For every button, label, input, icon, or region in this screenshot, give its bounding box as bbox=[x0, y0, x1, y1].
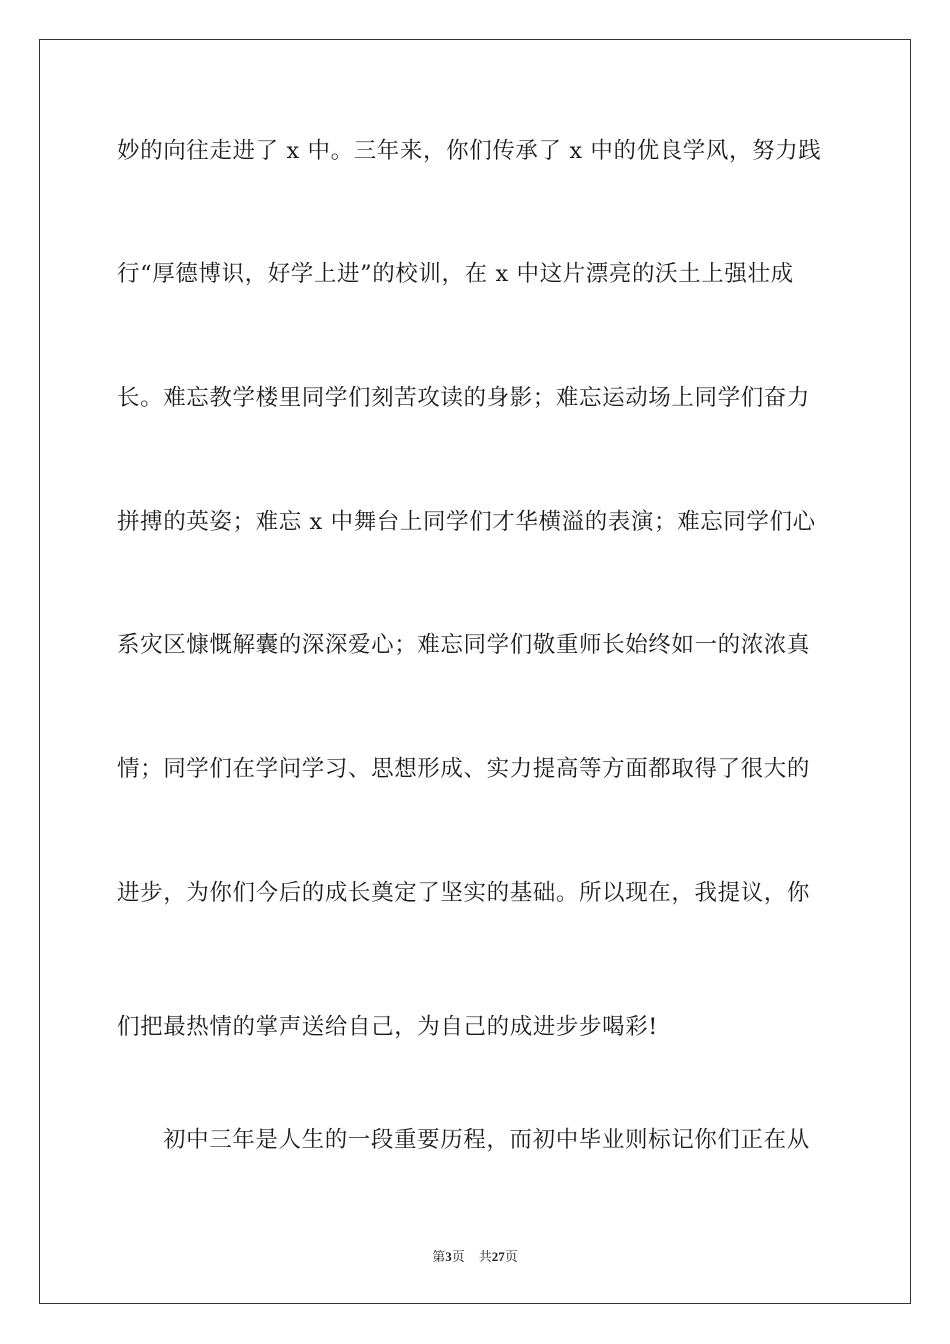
current-page-number: 3 bbox=[445, 1249, 452, 1264]
page-footer bbox=[0, 1248, 950, 1267]
body-text-line: 们把最热情的掌声送给自己，为自己的成进步步喝彩! bbox=[117, 1014, 658, 1040]
total-prefix: 共 bbox=[478, 1250, 492, 1265]
body-text-line: 情；同学们在学问学习、思想形成、实力提高等方面都取得了很大的 bbox=[117, 756, 811, 782]
total-pages-number: 27 bbox=[491, 1249, 505, 1264]
body-text-line: 长。难忘教学楼里同学们刻苦攻读的身影；难忘运动场上同学们奋力 bbox=[117, 385, 811, 411]
body-text-line: 行“厚德博识，好学上进”的校训，在 x 中这片漂亮的沃土上强壮成 bbox=[117, 261, 794, 287]
paragraph-start-line: 初中三年是人生的一段重要历程，而初中毕业则标记你们正在从 bbox=[163, 1127, 810, 1153]
total-suffix: 页 bbox=[504, 1250, 518, 1265]
page-suffix: 页 bbox=[451, 1250, 465, 1265]
body-text-line: 系灾区慷慨解囊的深深爱心；难忘同学们敬重师长始终如一的浓浓真 bbox=[117, 632, 811, 658]
page-border bbox=[39, 39, 911, 1304]
body-text-line: 进步，为你们今后的成长奠定了坚实的基础。所以现在，我提议，你 bbox=[117, 880, 811, 906]
body-text-line: 妙的向往走进了 x 中。三年来，你们传承了 x 中的优良学风，努力践 bbox=[117, 138, 822, 164]
page-prefix: 第 bbox=[432, 1250, 446, 1265]
body-text-line: 拼搏的英姿；难忘 x 中舞台上同学们才华横溢的表演；难忘同学们心 bbox=[117, 509, 816, 535]
